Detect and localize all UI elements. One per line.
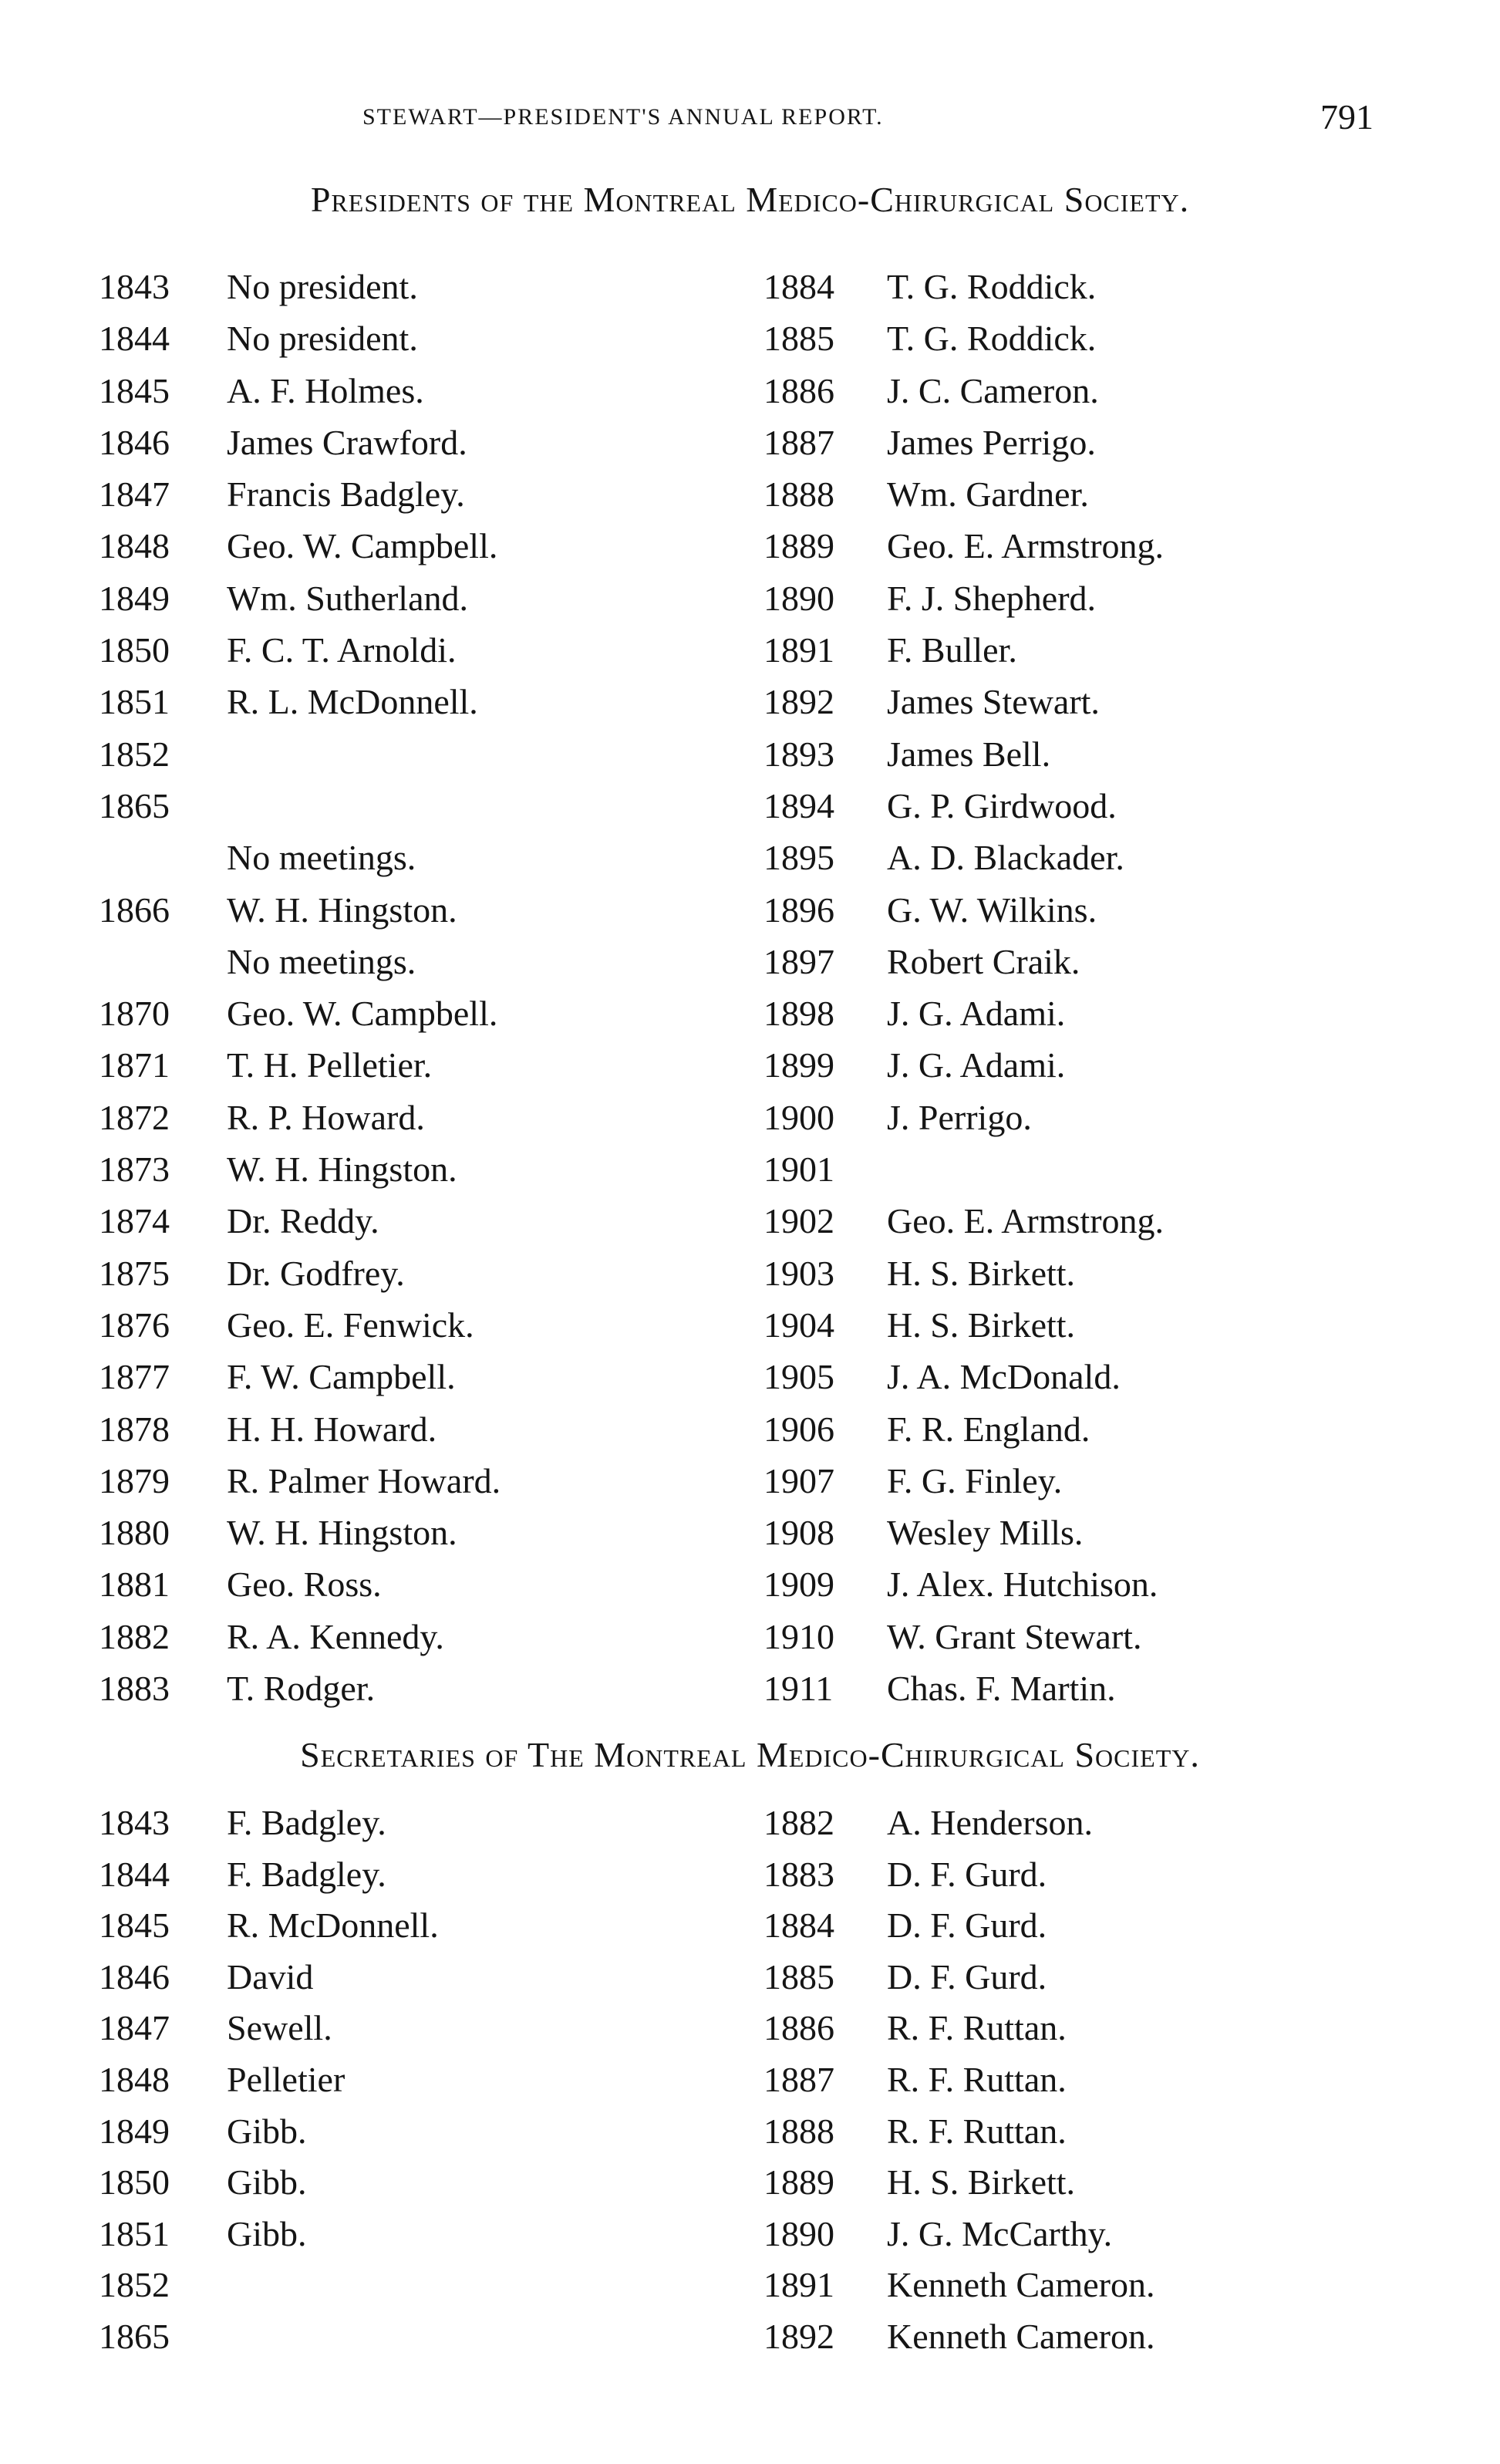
name-cell: Geo. E. Fenwick. xyxy=(227,1305,474,1345)
running-header xyxy=(0,96,1500,150)
year-cell: 1846 xyxy=(99,1956,170,1997)
year-cell: 1886 xyxy=(763,370,834,410)
table-row xyxy=(0,936,1500,987)
year-cell: 1845 xyxy=(99,1905,170,1946)
table-row xyxy=(0,1092,1500,1143)
name-cell: Wesley Mills. xyxy=(887,1513,1084,1553)
name-cell: R. F. Ruttan. xyxy=(887,2008,1067,2048)
name-cell: W. Grant Stewart. xyxy=(887,1616,1142,1656)
year-cell: 1874 xyxy=(99,1201,170,1241)
secretaries-heading: Secretaries of The Montreal Medico-Chirurgical Society. xyxy=(300,1735,1200,1774)
name-cell: Geo. E. Armstrong. xyxy=(887,526,1165,566)
name-cell: H. S. Birkett. xyxy=(887,1305,1076,1345)
year-cell: 1870 xyxy=(99,994,170,1034)
name-cell: Wm. Sutherland. xyxy=(227,578,468,618)
year-cell: 1894 xyxy=(763,785,834,825)
year-cell: 1900 xyxy=(763,1097,834,1137)
name-cell: Geo. W. Campbell. xyxy=(227,526,498,566)
year-cell: 1888 xyxy=(763,2111,834,2151)
year-cell: 1873 xyxy=(99,1149,170,1190)
name-cell: F. G. Finley. xyxy=(887,1460,1063,1500)
name-cell: G. P. Girdwood. xyxy=(887,785,1117,825)
table-row xyxy=(0,2311,1500,2363)
name-cell: T. G. Roddick. xyxy=(887,319,1097,359)
year-cell: 1908 xyxy=(763,1513,834,1553)
year-cell: 1850 xyxy=(99,630,170,670)
name-cell: T. Rodger. xyxy=(227,1669,376,1709)
year-cell: 1880 xyxy=(99,1513,170,1553)
year-cell: 1909 xyxy=(763,1564,834,1605)
year-cell: 1847 xyxy=(99,2008,170,2048)
table-row xyxy=(0,2157,1500,2209)
table-row xyxy=(0,987,1500,1039)
secretaries-table xyxy=(0,1797,1500,2363)
name-cell: R. F. Ruttan. xyxy=(887,2059,1067,2099)
year-cell: 1891 xyxy=(763,630,834,670)
name-cell: Dr. Godfrey. xyxy=(227,1253,405,1293)
name-cell: W. H. Hingston. xyxy=(227,1513,457,1553)
year-cell: 1850 xyxy=(99,2162,170,2202)
table-row xyxy=(0,2003,1500,2054)
year-cell: 1885 xyxy=(763,319,834,359)
name-cell: F. Buller. xyxy=(887,630,1017,670)
name-cell: R. F. Ruttan. xyxy=(887,2111,1067,2151)
table-row xyxy=(0,676,1500,727)
year-cell: 1892 xyxy=(763,682,834,722)
name-cell: James Perrigo. xyxy=(887,422,1096,462)
year-cell: 1885 xyxy=(763,1956,834,1997)
year-cell: 1843 xyxy=(99,1803,170,1842)
year-cell: 1848 xyxy=(99,526,170,566)
year-cell: 1883 xyxy=(99,1669,170,1709)
name-cell: Geo. W. Campbell. xyxy=(227,994,498,1034)
name-cell: J. A. McDonald. xyxy=(887,1357,1121,1397)
year-cell: 1844 xyxy=(99,1854,170,1894)
name-cell: D. F. Gurd. xyxy=(887,1854,1047,1894)
presidents-table xyxy=(0,261,1500,1714)
name-cell: F. C. T. Arnoldi. xyxy=(227,630,457,670)
year-cell: 1852 xyxy=(99,2265,170,2305)
name-cell: T. H. Pelletier. xyxy=(227,1045,433,1085)
table-row xyxy=(0,520,1500,572)
year-cell: 1899 xyxy=(763,1045,834,1085)
name-cell: James Crawford. xyxy=(227,422,467,462)
page-number: 791 xyxy=(1320,97,1374,137)
table-row xyxy=(0,468,1500,520)
name-cell: No meetings. xyxy=(227,838,416,878)
year-cell: 1878 xyxy=(99,1409,170,1449)
year-cell: 1904 xyxy=(763,1305,834,1345)
year-cell: 1891 xyxy=(763,2265,834,2305)
table-row xyxy=(0,417,1500,468)
year-cell: 1865 xyxy=(99,2316,170,2356)
year-cell: 1893 xyxy=(763,734,834,774)
name-cell: Francis Badgley. xyxy=(227,474,465,515)
name-cell: R. McDonnell. xyxy=(227,1905,439,1946)
year-cell: 1888 xyxy=(763,474,834,515)
year-cell: 1852 xyxy=(99,734,170,774)
name-cell: R. L. McDonnell. xyxy=(227,682,478,722)
year-cell: 1881 xyxy=(99,1564,170,1605)
name-cell: J. Alex. Hutchison. xyxy=(887,1564,1158,1605)
table-row xyxy=(0,365,1500,417)
name-cell: Wm. Gardner. xyxy=(887,474,1089,515)
year-cell: 1871 xyxy=(99,1045,170,1085)
table-row xyxy=(0,832,1500,883)
table-row xyxy=(0,1507,1500,1558)
year-cell: 1846 xyxy=(99,422,170,462)
name-cell: Sewell. xyxy=(227,2008,332,2048)
year-cell: 1847 xyxy=(99,474,170,515)
running-title: STEWART—PRESIDENT'S ANNUAL REPORT. xyxy=(362,104,884,130)
table-row xyxy=(0,1558,1500,1610)
year-cell: 1886 xyxy=(763,2008,834,2048)
name-cell: F. Badgley. xyxy=(227,1803,386,1842)
name-cell: A. Henderson. xyxy=(887,1803,1093,1842)
name-cell: D. F. Gurd. xyxy=(887,1956,1047,1997)
name-cell: Gibb. xyxy=(227,2111,307,2151)
name-cell: Kenneth Cameron. xyxy=(887,2316,1155,2356)
name-cell: No meetings. xyxy=(227,941,416,981)
table-row xyxy=(0,728,1500,780)
year-cell: 1848 xyxy=(99,2059,170,2099)
table-row xyxy=(0,261,1500,312)
year-cell: 1849 xyxy=(99,2111,170,2151)
year-cell: 1877 xyxy=(99,1357,170,1397)
name-cell: W. H. Hingston. xyxy=(227,889,457,930)
name-cell: F. R. England. xyxy=(887,1409,1090,1449)
name-cell: F. W. Campbell. xyxy=(227,1357,456,1397)
year-cell: 1883 xyxy=(763,1854,834,1894)
year-cell: 1845 xyxy=(99,370,170,410)
name-cell: F. J. Shepherd. xyxy=(887,578,1097,618)
name-cell: F. Badgley. xyxy=(227,1854,386,1894)
year-cell: 1902 xyxy=(763,1201,834,1241)
name-cell: H. S. Birkett. xyxy=(887,1253,1076,1293)
year-cell: 1882 xyxy=(763,1803,834,1842)
table-row xyxy=(0,1797,1500,1849)
name-cell: Gibb. xyxy=(227,2162,307,2202)
name-cell: David xyxy=(227,1956,314,1997)
year-cell: 1890 xyxy=(763,2213,834,2253)
name-cell: Geo. Ross. xyxy=(227,1564,382,1605)
name-cell: No president. xyxy=(227,319,418,359)
year-cell: 1907 xyxy=(763,1460,834,1500)
year-cell: 1879 xyxy=(99,1460,170,1500)
name-cell: J. G. McCarthy. xyxy=(887,2213,1113,2253)
name-cell: G. W. Wilkins. xyxy=(887,889,1097,930)
year-cell: 1889 xyxy=(763,2162,834,2202)
table-row xyxy=(0,2209,1500,2260)
name-cell: W. H. Hingston. xyxy=(227,1149,457,1190)
name-cell: James Stewart. xyxy=(887,682,1100,722)
name-cell: Kenneth Cameron. xyxy=(887,2265,1155,2305)
year-cell: 1896 xyxy=(763,889,834,930)
table-row xyxy=(0,1900,1500,1952)
name-cell: J. Perrigo. xyxy=(887,1097,1032,1137)
table-row xyxy=(0,572,1500,624)
name-cell: No president. xyxy=(227,267,418,306)
year-cell: 1849 xyxy=(99,578,170,618)
name-cell: Robert Craik. xyxy=(887,941,1080,981)
table-row xyxy=(0,1299,1500,1351)
year-cell: 1889 xyxy=(763,526,834,566)
table-row xyxy=(0,1952,1500,2003)
name-cell: A. D. Blackader. xyxy=(887,838,1124,878)
name-cell: Gibb. xyxy=(227,2213,307,2253)
name-cell: R. A. Kennedy. xyxy=(227,1616,444,1656)
year-cell: 1903 xyxy=(763,1253,834,1293)
year-cell: 1898 xyxy=(763,994,834,1034)
year-cell: 1872 xyxy=(99,1097,170,1137)
name-cell: Dr. Reddy. xyxy=(227,1201,379,1241)
name-cell: D. F. Gurd. xyxy=(887,1905,1047,1946)
year-cell: 1892 xyxy=(763,2316,834,2356)
year-cell: 1851 xyxy=(99,682,170,722)
table-row xyxy=(0,312,1500,364)
year-cell: 1890 xyxy=(763,578,834,618)
year-cell: 1895 xyxy=(763,838,834,878)
year-cell: 1910 xyxy=(763,1616,834,1656)
name-cell: J. G. Adami. xyxy=(887,1045,1066,1085)
table-row xyxy=(0,1351,1500,1402)
year-cell: 1911 xyxy=(763,1669,834,1709)
name-cell: J. G. Adami. xyxy=(887,994,1066,1034)
name-cell: Pelletier xyxy=(227,2059,346,2099)
year-cell: 1876 xyxy=(99,1305,170,1345)
table-row xyxy=(0,884,1500,936)
table-row xyxy=(0,1195,1500,1247)
year-cell: 1884 xyxy=(763,1905,834,1946)
table-row xyxy=(0,1662,1500,1714)
table-row xyxy=(0,1039,1500,1091)
table-row xyxy=(0,2260,1500,2311)
year-cell: 1851 xyxy=(99,2213,170,2253)
year-cell: 1844 xyxy=(99,319,170,359)
year-cell: 1887 xyxy=(763,2059,834,2099)
year-cell: 1884 xyxy=(763,267,834,306)
table-row xyxy=(0,1403,1500,1455)
table-row xyxy=(0,2106,1500,2158)
table-row xyxy=(0,1143,1500,1195)
table-row xyxy=(0,2054,1500,2106)
name-cell: Chas. F. Martin. xyxy=(887,1669,1116,1709)
name-cell: Geo. E. Armstrong. xyxy=(887,1201,1165,1241)
year-cell: 1882 xyxy=(99,1616,170,1656)
year-cell: 1843 xyxy=(99,267,170,306)
name-cell: H. H. Howard. xyxy=(227,1409,437,1449)
year-cell: 1905 xyxy=(763,1357,834,1397)
presidents-heading: Presidents of the Montreal Medico-Chirurgical Society. xyxy=(310,180,1190,219)
year-cell: 1875 xyxy=(99,1253,170,1293)
name-cell: A. F. Holmes. xyxy=(227,370,424,410)
year-cell: 1906 xyxy=(763,1409,834,1449)
name-cell: R. P. Howard. xyxy=(227,1097,425,1137)
table-row xyxy=(0,1849,1500,1901)
name-cell: H. S. Birkett. xyxy=(887,2162,1076,2202)
name-cell: J. C. Cameron. xyxy=(887,370,1099,410)
table-row xyxy=(0,624,1500,676)
table-row xyxy=(0,1247,1500,1299)
name-cell: T. G. Roddick. xyxy=(887,267,1097,306)
table-row xyxy=(0,780,1500,832)
year-cell: 1887 xyxy=(763,422,834,462)
name-cell: James Bell. xyxy=(887,734,1051,774)
name-cell: R. Palmer Howard. xyxy=(227,1460,501,1500)
year-cell: 1901 xyxy=(763,1149,834,1190)
table-row xyxy=(0,1611,1500,1662)
year-cell: 1897 xyxy=(763,941,834,981)
year-cell: 1866 xyxy=(99,889,170,930)
year-cell: 1865 xyxy=(99,785,170,825)
table-row xyxy=(0,1455,1500,1507)
